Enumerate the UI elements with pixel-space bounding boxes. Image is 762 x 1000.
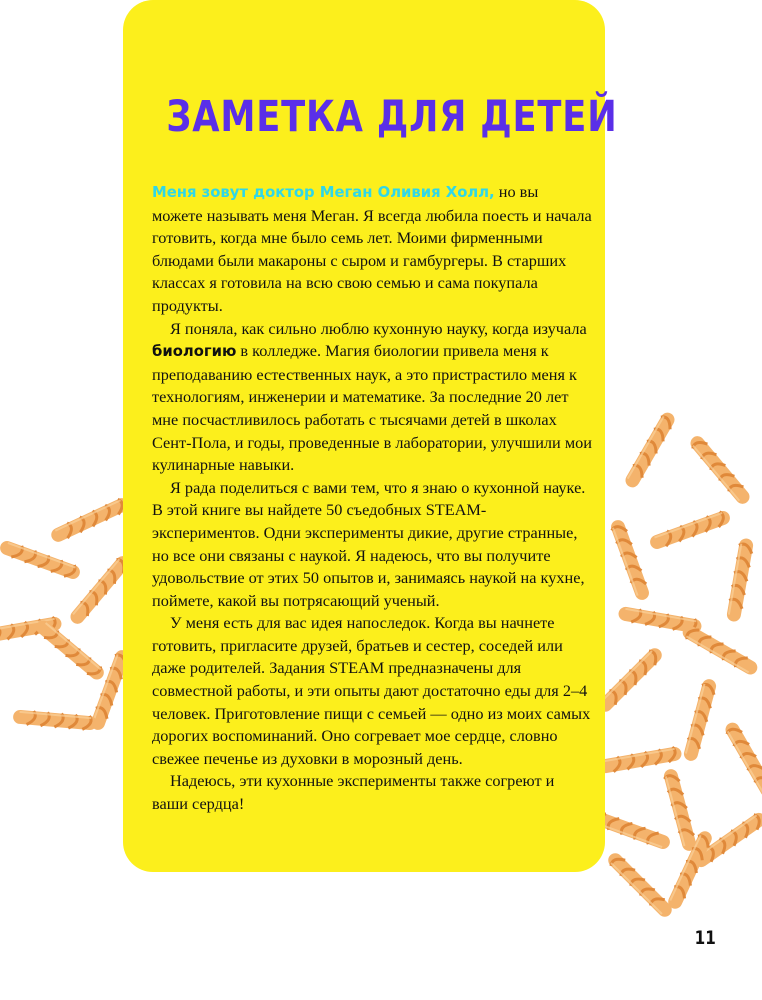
paragraph-2-text-a: Я поняла, как сильно люблю кухонную науку, когда изучала (170, 318, 587, 338)
page-title: ЗАМЕТКА ДЛЯ ДЕТЕЙ (166, 92, 618, 142)
author-name: Меня зовут доктор Меган Оливия Холл, (152, 184, 495, 201)
paragraph-1 (152, 181, 592, 318)
paragraph-2 (152, 318, 592, 477)
paragraph-1-text: но вы можете называть меня Меган. Я всегда любила поесть и начала готовить, когда мне было семь лет. Моими фирменными блюдами были макароны с сыром и гамбургеры. В старших классах я готовила на всю свою семью и сама покупала продукты. (152, 182, 592, 315)
paragraph-3: Я рада поделиться с вами тем, что я знаю о кухонной науке. В этой книге вы найдете 50 съедобных STEAM-экспериментов. Одни эксперименты дикие, другие странные, но все они связаны с наукой. Я надеюсь, что вы получите удовольствие от этих 50 опытов и, занимаясь наукой на кухне, поймете, какой вы потрясающий ученый. (152, 477, 586, 610)
paragraph-4: У меня есть для вас идея напоследок. Когда вы начнете готовить, пригласите друзей, братьев и сестер, соседей или даже родителей. Задания STEAM предназначены для совместной работы, и эти опыты дают достаточно еды для 2–4 человек. Приготовление пищи с семьей — одно из моих самых дорогих воспоминаний. Оно согревает мое сердце, словно свежее печенье из духовки в морозный день. (152, 613, 591, 768)
paragraph-2-text-b: в колледже. Магия биологии привела меня к преподаванию естественных наук, а это пристрастило меня к технологиям, инженерии и математике. За последние 20 лет мне посчастливилось работать с тысячами детей в школах Сент-Пола, и годы, проведенные в лаборатории, улучшили мои кулинарные навыки. (152, 341, 592, 475)
bold-term: биологию (152, 343, 237, 361)
page-number: 11 (694, 927, 716, 949)
note-card (123, 0, 618, 872)
paragraph-5: Надеюсь, эти кухонные эксперименты также согреют и ваши сердца! (152, 771, 555, 814)
note-body (152, 181, 592, 816)
